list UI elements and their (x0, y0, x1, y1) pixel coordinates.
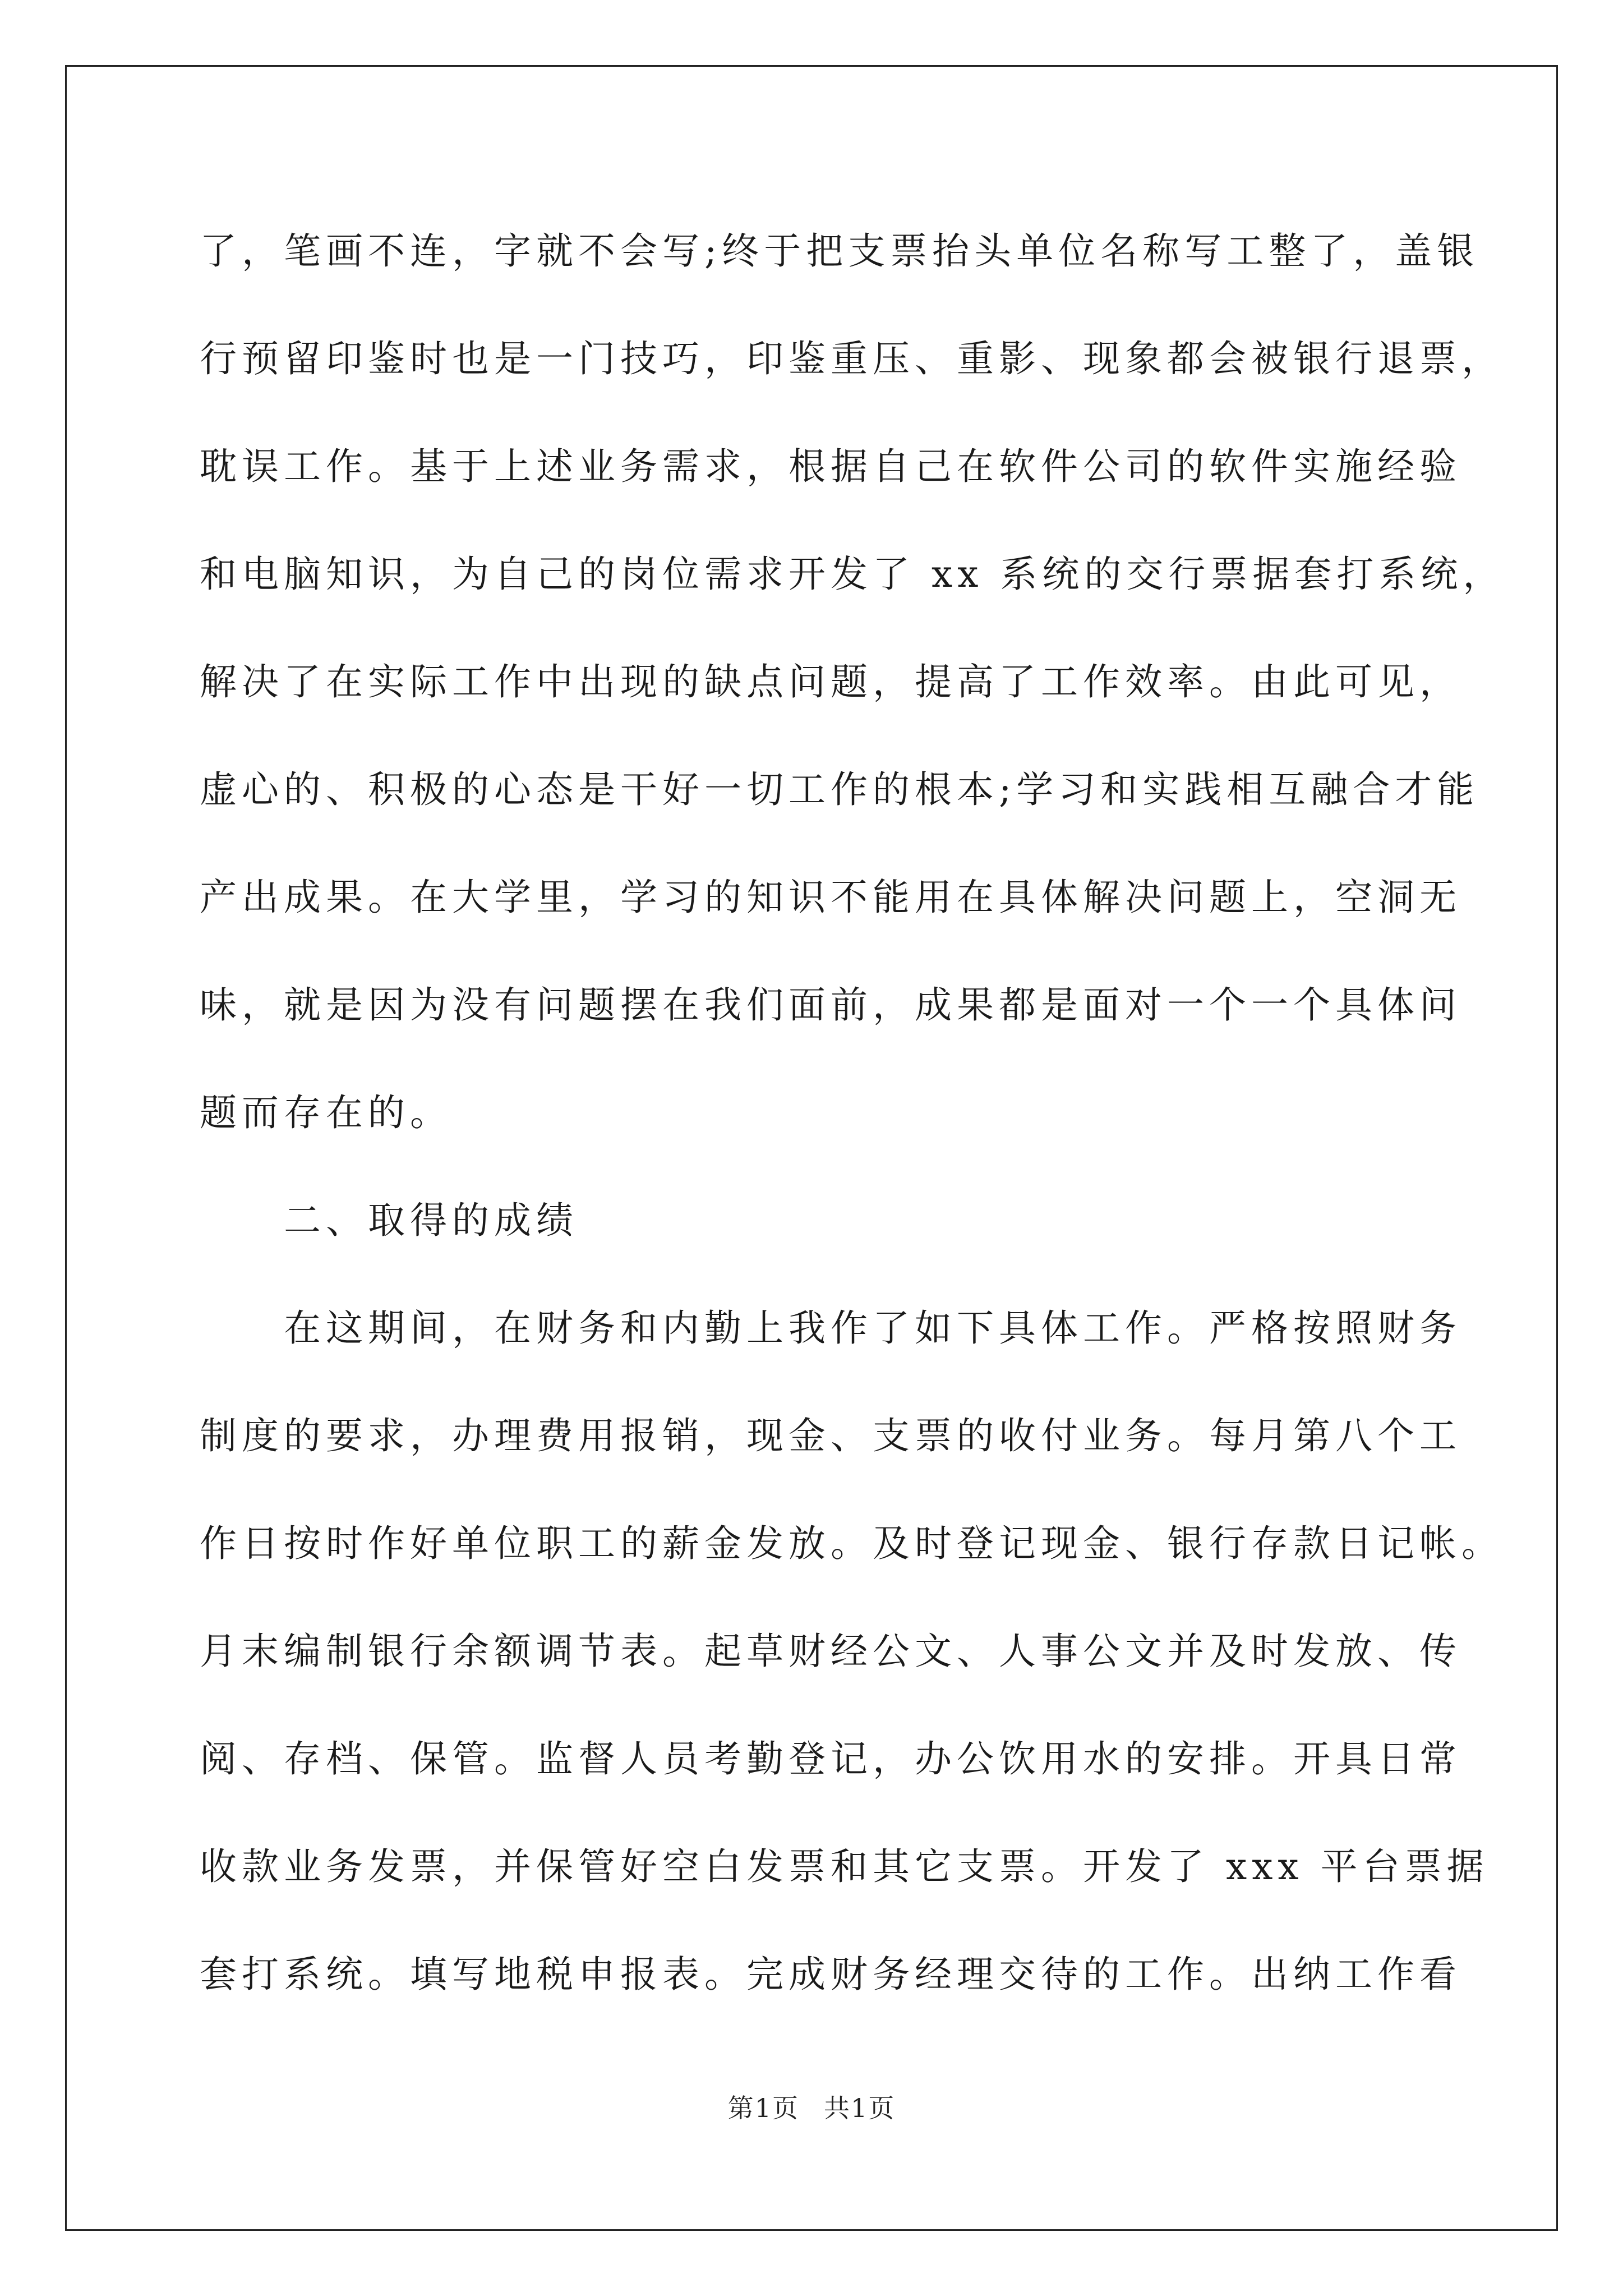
paragraph-line: 产出成果。在大学里，学习的知识不能用在具体解决问题上，空洞无 (200, 876, 1461, 919)
section-heading: 二、取得的成绩 (284, 1199, 578, 1242)
page-footer (0, 2088, 1623, 2125)
paragraph-line: 虚心的、积极的心态是干好一切工作的根本;学习和实践相互融合才能 (200, 768, 1479, 811)
paragraph-line: 和电脑知识，为自己的岗位需求开发了 xx 系统的交行票据套打系统， (200, 553, 1505, 596)
paragraph-line: 作日按时作好单位职工的薪金发放。及时登记现金、银行存款日记帐。 (200, 1522, 1504, 1565)
paragraph-line: 套打系统。填写地税申报表。完成财务经理交待的工作。出纳工作看 (200, 1953, 1461, 1996)
paragraph-line: 行预留印鉴时也是一门技巧，印鉴重压、重影、现象都会被银行退票， (200, 337, 1504, 380)
paragraph-line: 月末编制银行余额调节表。起草财经公文、人事公文并及时发放、传 (200, 1630, 1461, 1673)
paragraph-line: 耽误工作。基于上述业务需求，根据自己在软件公司的软件实施经验 (200, 445, 1461, 488)
paragraph-line: 在这期间，在财务和内勤上我作了如下具体工作。严格按照财务 (284, 1306, 1461, 1350)
paragraph-line: 味，就是因为没有问题摆在我们面前，成果都是面对一个一个具体问 (200, 983, 1461, 1027)
paragraph-line: 阅、存档、保管。监督人员考勤登记，办公饮用水的安排。开具日常 (200, 1737, 1461, 1780)
paragraph-line: 收款业务发票，并保管好空白发票和其它支票。开发了 xxx 平台票据 (200, 1845, 1489, 1888)
page-number-total: 共1页 (824, 2093, 896, 2123)
paragraph-line: 了，笔画不连，字就不会写;终于把支票抬头单位名称写工整了，盖银 (200, 229, 1479, 273)
paragraph-line: 题而存在的。 (200, 1091, 452, 1134)
paragraph-line: 制度的要求，办理费用报销，现金、支票的收付业务。每月第八个工 (200, 1414, 1461, 1457)
document-body (200, 218, 1505, 2049)
page-number-current: 第1页 (727, 2093, 799, 2123)
paragraph-line: 解决了在实际工作中出现的缺点问题，提高了工作效率。由此可见， (200, 660, 1461, 703)
